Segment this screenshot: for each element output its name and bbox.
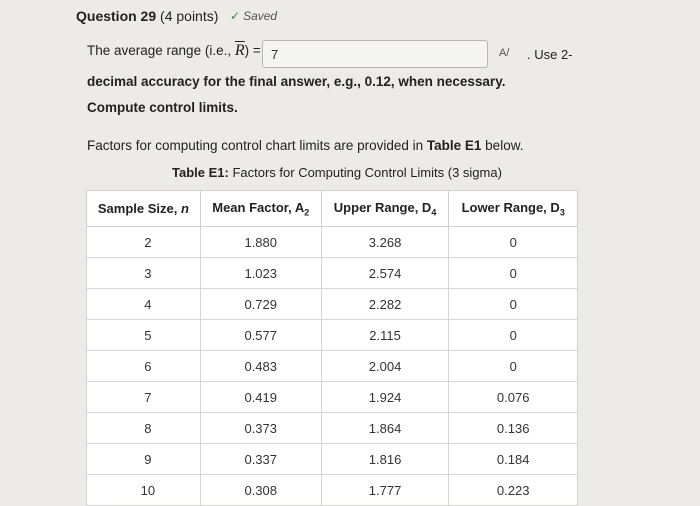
column-header: Sample Size, n — [87, 191, 201, 227]
table-cell: 2.004 — [321, 351, 449, 382]
saved-status — [230, 9, 277, 23]
table-cell: 5 — [87, 320, 201, 351]
average-range-answer-input[interactable]: 7 — [262, 40, 488, 68]
table-cell: 0.136 — [449, 413, 578, 444]
table-cell: 2 — [87, 227, 201, 258]
factors-end: below. — [481, 138, 524, 153]
table-cell: 0 — [449, 289, 578, 320]
rbar-symbol: $\overline{R}$ — [234, 42, 245, 59]
table-cell: 1.023 — [200, 258, 321, 289]
table-header-row — [87, 191, 578, 227]
table-cell: 2.115 — [321, 320, 449, 351]
table-cell: 0.483 — [200, 351, 321, 382]
table-cell: 10 — [87, 475, 201, 506]
table-cell: 7 — [87, 382, 201, 413]
table-cell: 4 — [87, 289, 201, 320]
factors-table — [86, 190, 578, 506]
table-row — [87, 320, 578, 351]
table-cell: 2.282 — [321, 289, 449, 320]
table-cell: 0 — [449, 351, 578, 382]
table-cell: 0.076 — [449, 382, 578, 413]
question-title: Question 29 — [76, 8, 157, 24]
table-cell: 0 — [449, 258, 578, 289]
prompt-text: The average range (i.e., — [87, 43, 235, 58]
table-row — [87, 444, 578, 475]
table-cell: 1.777 — [321, 475, 449, 506]
table-cell: 0 — [449, 320, 578, 351]
table-row — [87, 227, 578, 258]
table-cell: 0.729 — [200, 289, 321, 320]
question-header — [76, 8, 218, 24]
column-header: Mean Factor, $A_2$ — [200, 191, 321, 227]
prompt-equals: ) = — [244, 43, 261, 58]
table-cell: 0.577 — [200, 320, 321, 351]
saved-label: Saved — [243, 9, 278, 23]
factors-table-ref: Table E1 — [426, 138, 482, 153]
table-cell: 0.308 — [200, 475, 321, 506]
table-row — [87, 351, 578, 382]
table-body — [87, 227, 578, 506]
table-cell: 2.574 — [321, 258, 449, 289]
caption-text: Factors for Computing Control Limits (3 sigma) — [228, 165, 502, 180]
table-cell: 0.373 — [200, 413, 321, 444]
table-row — [87, 289, 578, 320]
table-row — [87, 475, 578, 506]
table-cell: 0.184 — [449, 444, 578, 475]
table-cell: 0.419 — [200, 382, 321, 413]
question-points: (4 points) — [160, 8, 219, 24]
table-cell: 3 — [87, 258, 201, 289]
check-icon: ✓ — [230, 9, 241, 23]
accuracy-note-continued: decimal accuracy for the final answer, e.g., 0.12, when necessary. — [87, 74, 506, 89]
column-header: Upper Range, $D_4$ — [321, 191, 449, 227]
table-cell: 0 — [449, 227, 578, 258]
table-cell: 3.268 — [321, 227, 449, 258]
table-cell: 1.816 — [321, 444, 449, 475]
table-caption — [172, 165, 502, 180]
table-cell: 0.337 — [200, 444, 321, 475]
prompt-line — [87, 42, 261, 60]
caption-ref: Table E1: — [172, 165, 229, 180]
table-cell: 9 — [87, 444, 201, 475]
accuracy-note: . Use 2- — [527, 47, 573, 62]
table-row — [87, 413, 578, 444]
table-cell: 8 — [87, 413, 201, 444]
table-cell: 6 — [87, 351, 201, 382]
table-row — [87, 382, 578, 413]
table-cell: 1.880 — [200, 227, 321, 258]
factors-text — [87, 138, 523, 153]
table-cell: 1.864 — [321, 413, 449, 444]
table-cell: 0.223 — [449, 475, 578, 506]
factors-intro: Factors for computing control chart limits are provided in — [87, 138, 427, 153]
spellcheck-icon[interactable]: A/ — [499, 47, 510, 59]
table-row — [87, 258, 578, 289]
column-header: Lower Range, $D_3$ — [449, 191, 578, 227]
instruction-heading: Compute control limits. — [87, 100, 238, 115]
table-cell: 1.924 — [321, 382, 449, 413]
